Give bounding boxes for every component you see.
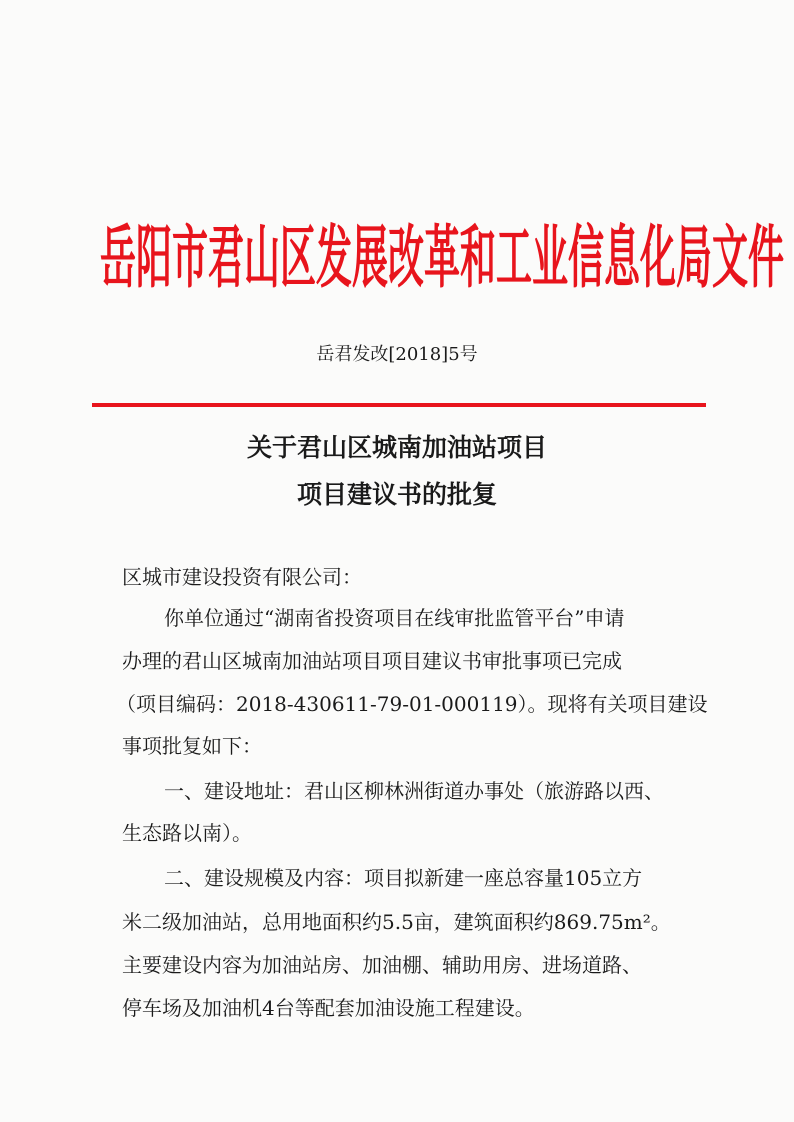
body-line: 米二级加油站，总用地面积约5.5亩，建筑面积约869.75m²。 [122, 910, 671, 934]
body-line: 二、建设规模及内容：项目拟新建一座总容量105立方 [164, 866, 643, 890]
agency-red-header: 岳阳市君山区发展改革和工业信息化局文件 [100, 220, 785, 298]
body-line: 一、建设地址：君山区柳林洲街道办事处（旅游路以西、 [164, 779, 664, 803]
body-line: 主要建设内容为加油站房、加油棚、辅助用房、进场道路、 [122, 953, 642, 977]
body-line: 办理的君山区城南加油站项目项目建议书审批事项已完成 [122, 649, 622, 673]
body-line: 事项批复如下： [122, 734, 262, 758]
document-number: 岳君发改[2018]5号 [316, 344, 478, 365]
document-title-line1: 关于君山区城南加油站项目 [246, 433, 547, 462]
body-line: 你单位通过“湖南省投资项目在线审批监管平台”申请 [164, 606, 625, 630]
body-line: （项目编码：2018-430611-79-01-000119）。现将有关项目建设 [116, 692, 708, 716]
body-line: 生态路以南）。 [122, 821, 252, 845]
addressee: 区城市建设投资有限公司： [122, 565, 362, 589]
body-line: 停车场及加油机4台等配套加油设施工程建设。 [122, 996, 535, 1020]
document-title-line2: 项目建议书的批复 [296, 480, 497, 509]
red-divider [92, 403, 706, 407]
